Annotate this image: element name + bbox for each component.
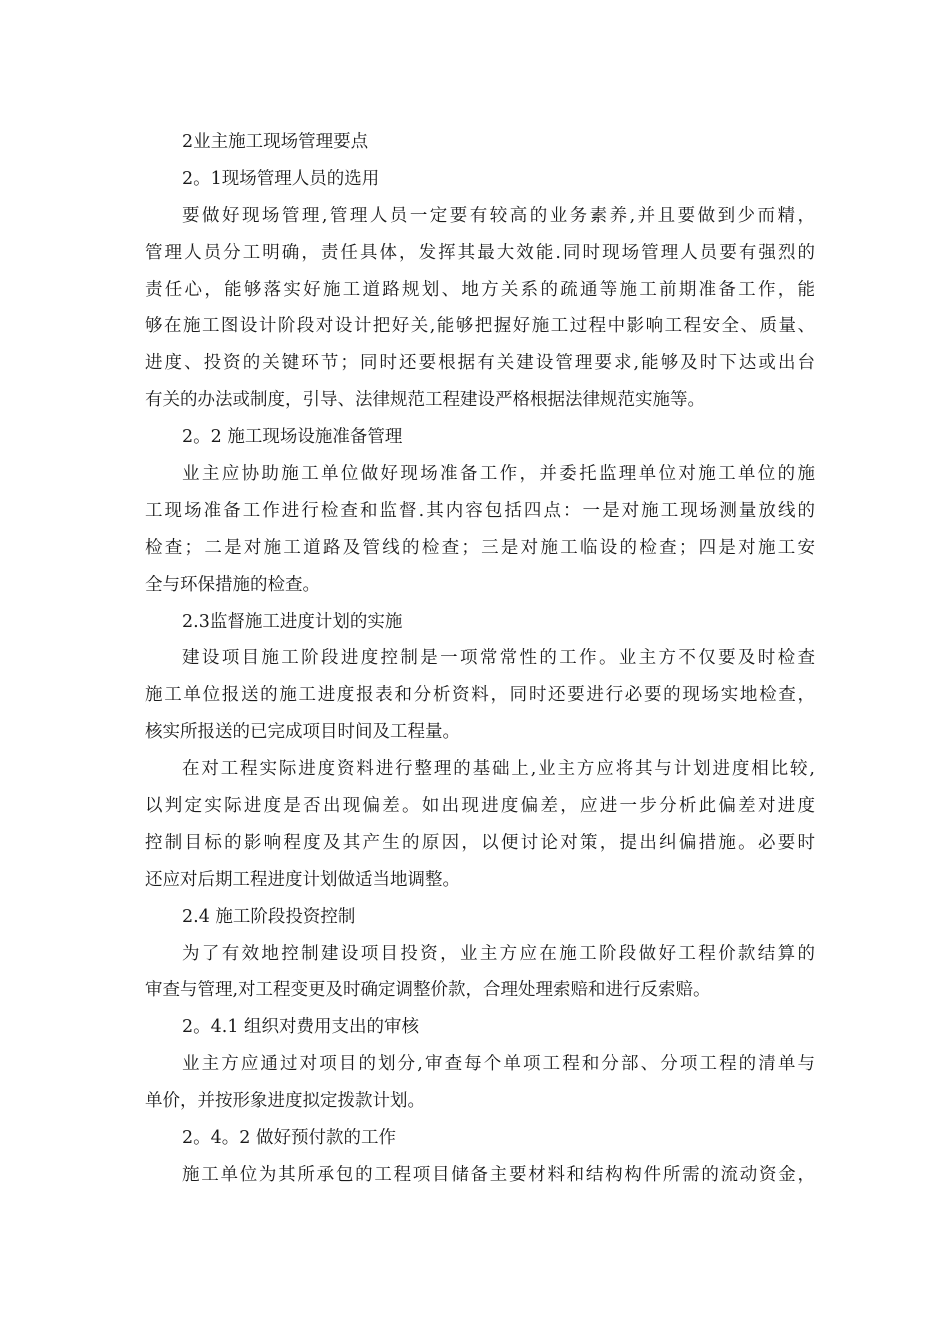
paragraph-line: 单价，并按形象进度拟定拨款计划。 <box>145 1091 425 1112</box>
subsection-heading: 2。2 施工现场设施准备管理 <box>182 427 403 448</box>
paragraph-line: 全与环保措施的检查。 <box>145 574 320 595</box>
paragraph-line: 审查与管理,对工程变更及时确定调整价款，合理处理索赔和进行反索赔。 <box>145 980 711 1001</box>
paragraph-line: 为了有效地控制建设项目投资，业主方应在施工阶段做好工程价款结算的 <box>182 943 815 964</box>
paragraph-line: 责任心，能够落实好施工道路规划、地方关系的疏通等施工前期准备工作，能 <box>145 279 815 300</box>
paragraph-line: 还应对后期工程进度计划做适当地调整。 <box>145 869 460 890</box>
subsection-heading: 2。4。2 做好预付款的工作 <box>182 1128 396 1149</box>
section-heading: 2业主施工现场管理要点 <box>182 132 369 152</box>
paragraph-line: 业主方应通过对项目的划分,审查每个单项工程和分部、分项工程的清单与 <box>182 1054 815 1075</box>
paragraph-line: 施工单位报送的施工进度报表和分析资料，同时还要进行必要的现场实地检查， <box>145 685 815 706</box>
paragraph-line: 核实所报送的已完成项目时间及工程量。 <box>145 722 460 743</box>
subsection-heading: 2。4.1 组织对费用支出的审核 <box>182 1017 420 1038</box>
paragraph-line: 工现场准备工作进行检查和监督.其内容包括四点：一是对施工现场测量放线的 <box>145 500 815 521</box>
document-body <box>145 124 815 1194</box>
paragraph-line: 以判定实际进度是否出现偏差。如出现进度偏差，应进一步分析此偏差对进度 <box>145 796 815 817</box>
paragraph-line: 业主应协助施工单位做好现场准备工作，并委托监理单位对施工单位的施 <box>182 464 815 485</box>
subsection-heading: 2.3监督施工进度计划的实施 <box>182 611 403 632</box>
subsection-heading: 2。1现场管理人员的选用 <box>182 168 380 189</box>
paragraph-line: 在对工程实际进度资料进行整理的基础上,业主方应将其与计划进度相比较, <box>182 759 815 780</box>
subsection-heading: 2.4 施工阶段投资控制 <box>182 906 356 927</box>
paragraph-line: 控制目标的影响程度及其产生的原因，以便讨论对策，提出纠偏措施。必要时 <box>145 832 815 853</box>
paragraph-line: 检查；二是对施工道路及管线的检查；三是对施工临设的检查；四是对施工安 <box>145 537 815 558</box>
paragraph-line: 施工单位为其所承包的工程项目储备主要材料和结构构件所需的流动资金， <box>182 1164 815 1185</box>
paragraph-line: 有关的办法或制度，引导、法律规范工程建设严格根据法律规范实施等。 <box>145 390 705 411</box>
paragraph-line: 管理人员分工明确，责任具体，发挥其最大效能.同时现场管理人员要有强烈的 <box>145 242 815 263</box>
paragraph-line: 建设项目施工阶段进度控制是一项常常性的工作。业主方不仅要及时检查 <box>182 648 815 669</box>
paragraph-line: 进度、投资的关键环节；同时还要根据有关建设管理要求,能够及时下达或出台 <box>145 353 815 374</box>
paragraph-line: 够在施工图设计阶段对设计把好关,能够把握好施工过程中影响工程安全、质量、 <box>145 316 815 337</box>
paragraph-line: 要做好现场管理,管理人员一定要有较高的业务素养,并且要做到少而精， <box>182 205 815 226</box>
